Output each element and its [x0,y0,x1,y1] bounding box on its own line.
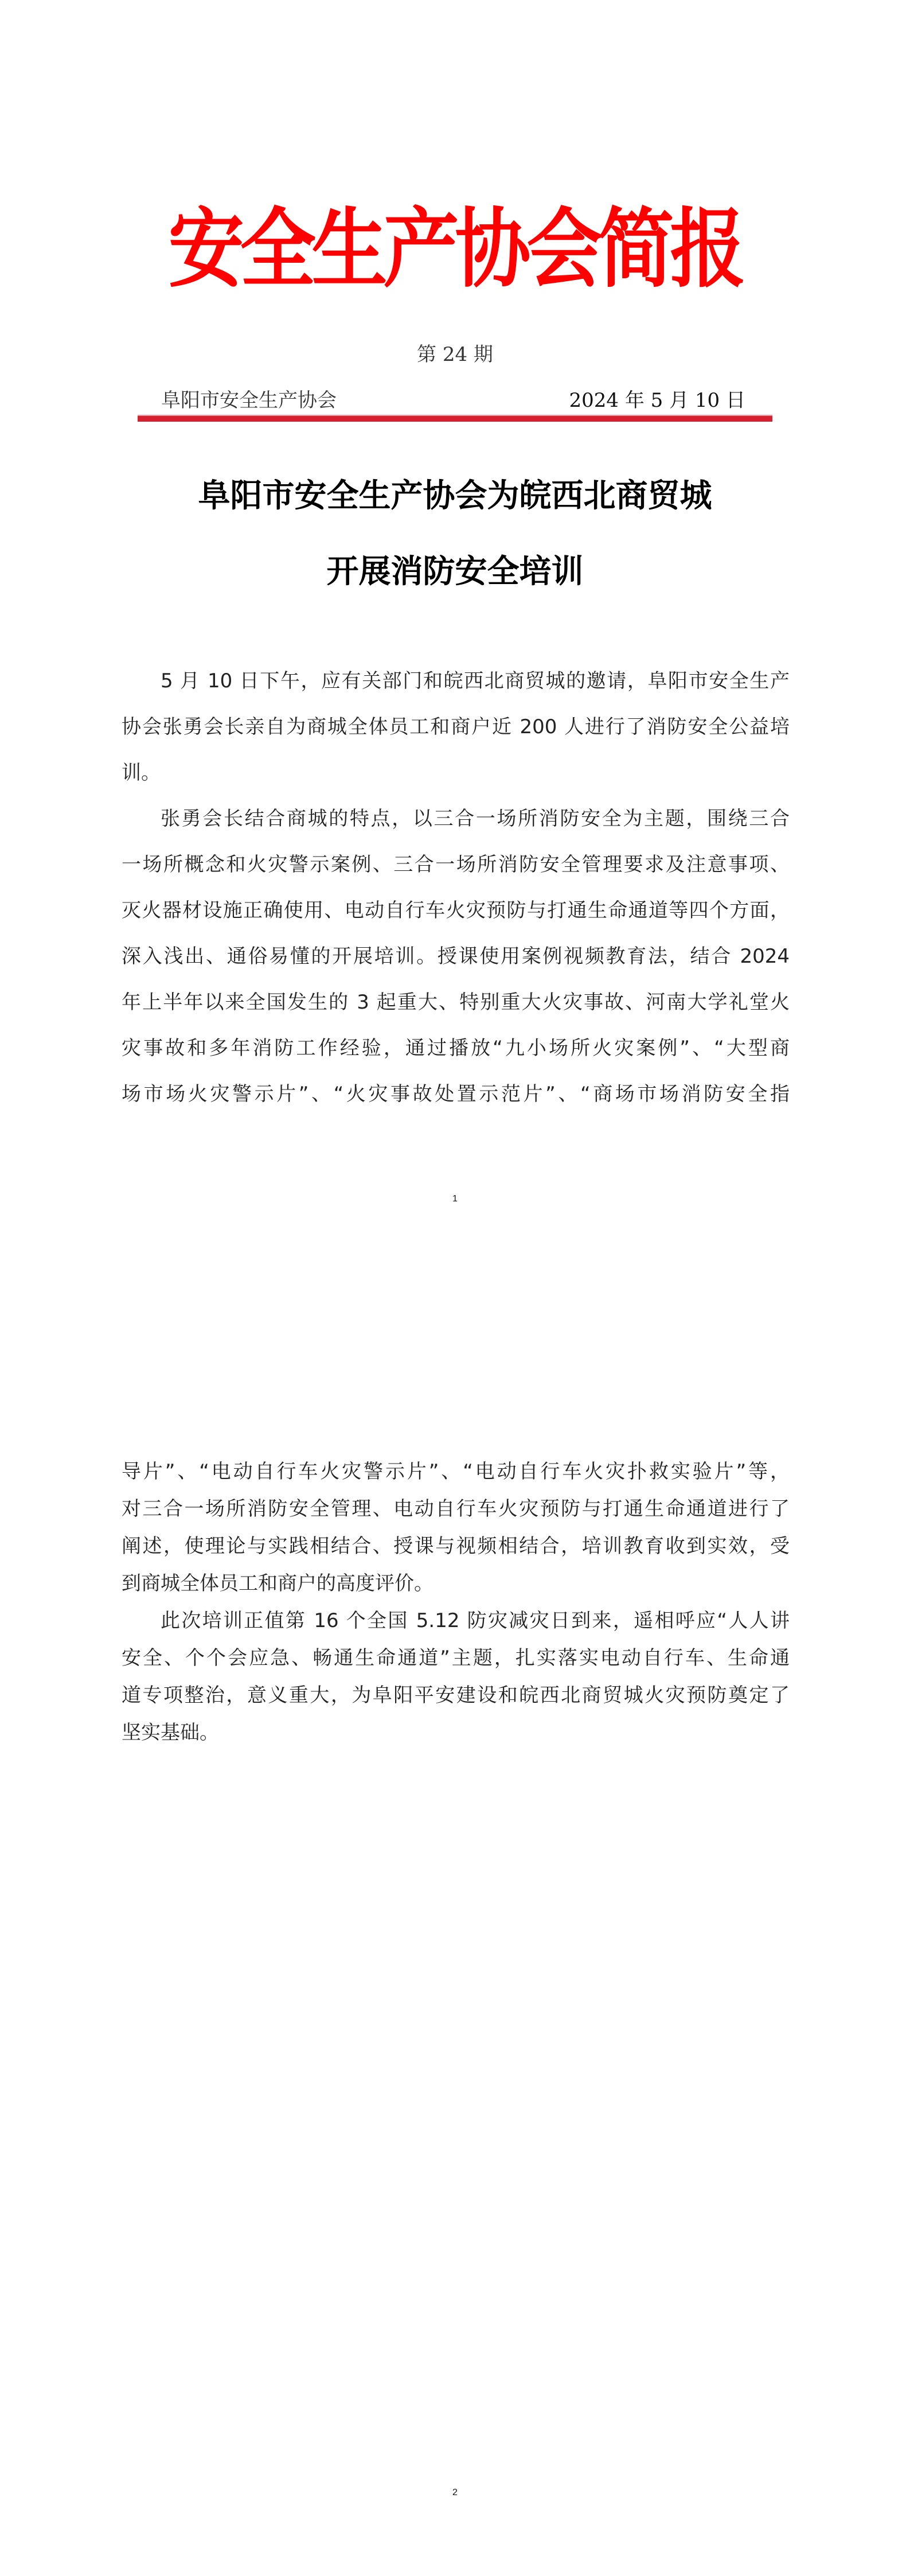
body-line: 一场所概念和火灾警示案例、三合一场所消防安全管理要求及注意事项、 [122,853,790,876]
body-line: 深入浅出、通俗易懂的开展培训。授课使用案例视频教育法，结合 2024 [122,945,790,968]
body-line: 灾事故和多年消防工作经验，通过播放“九小场所火灾案例”、“大型商 [122,1037,790,1060]
body-line: 张勇会长结合商城的特点，以三合一场所消防安全为主题，围绕三合 [161,807,790,830]
body-line: 场市场火灾警示片”、“火灾事故处置示范片”、“商场市场消防安全指 [122,1083,790,1106]
article-title-line-1: 阜阳市安全生产协会为皖西北商贸城 [198,477,712,515]
masthead-title: 安全生产协会简报 [168,200,742,299]
page-number-1: 1 [452,1194,458,1204]
header-red-rule [138,416,772,422]
header-organization: 阜阳市安全生产协会 [161,389,337,412]
header-date: 2024 年 5 月 10 日 [569,389,745,412]
body-line: 坚实基础。 [122,1721,219,1744]
body-line: 协会张勇会长亲自为商城全体员工和商户近 200 人进行了消防安全公益培 [122,715,790,738]
body-line: 阐述，使理论与实践相结合、授课与视频相结合，培训教育收到实效，受 [122,1535,790,1558]
body-line: 导片”、“电动自行车火灾警示片”、“电动自行车火灾扑救实验片”等， [122,1460,790,1483]
body-line: 对三合一场所消防安全管理、电动自行车火灾预防与打通生命通道进行了 [122,1497,790,1520]
body-line: 安全、个个会应急、畅通生命通道”主题，扎实落实电动自行车、生命通 [122,1647,790,1670]
body-line: 此次培训正值第 16 个全国 5.12 防灾减灾日到来，遥相呼应“人人讲 [161,1609,790,1632]
body-line: 到商城全体员工和商户的高度评价。 [122,1572,433,1595]
article-title-line-2: 开展消防安全培训 [326,552,584,590]
body-line: 灭火器材设施正确使用、电动自行车火灾预防与打通生命通道等四个方面， [122,899,790,922]
issue-number: 第 24 期 [417,343,493,366]
body-line: 5 月 10 日下午，应有关部门和皖西北商贸城的邀请，阜阳市安全生产 [161,670,790,692]
body-line: 训。 [122,761,161,784]
page-number-2: 2 [452,2488,458,2497]
body-line: 年上半年以来全国发生的 3 起重大、特别重大火灾事故、河南大学礼堂火 [122,991,790,1014]
body-line: 道专项整治，意义重大，为阜阳平安建设和皖西北商贸城火灾预防奠定了 [122,1684,790,1707]
